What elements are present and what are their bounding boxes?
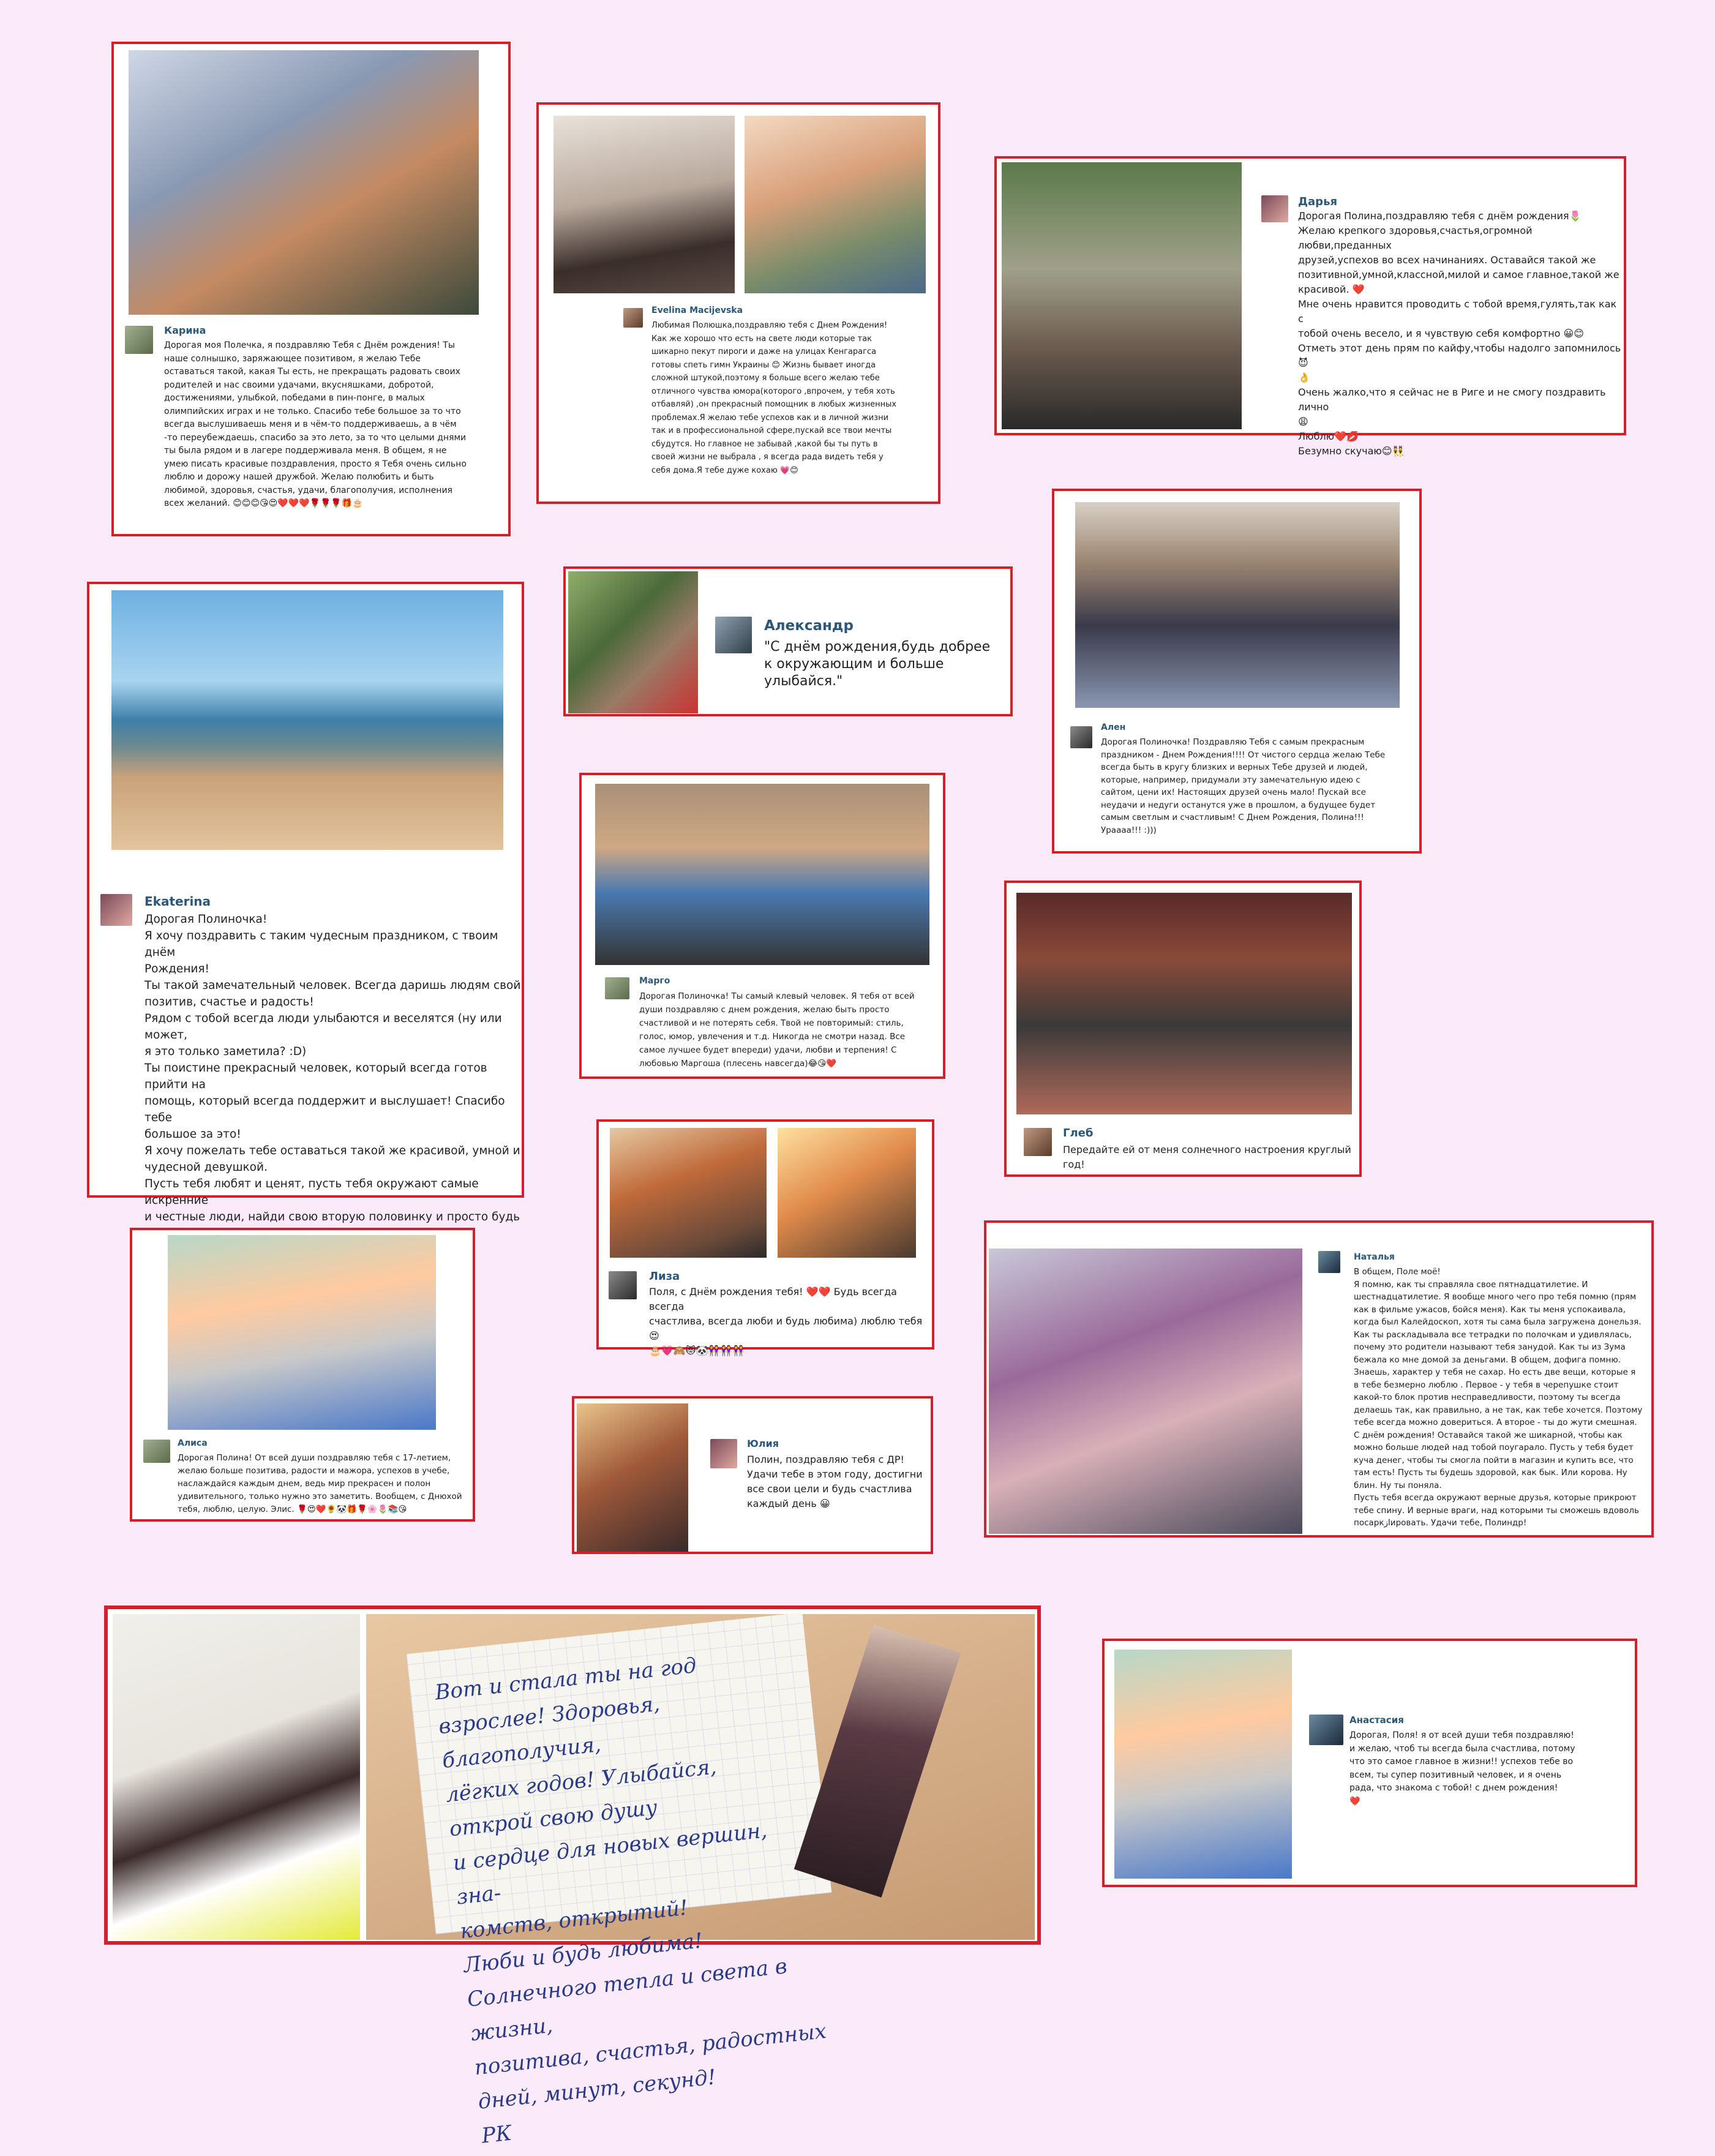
author-name[interactable]: Наталья [1354, 1252, 1395, 1262]
avatar [1318, 1251, 1340, 1273]
avatar [1070, 726, 1092, 748]
card-darya [994, 156, 1626, 457]
card-natalya [984, 1220, 1654, 1538]
message-text: "С днём рождения,будь добрее к окружающим и больше улыбайся." [764, 639, 991, 689]
card-gleb [1004, 881, 1362, 1177]
card-anastasia [1102, 1639, 1637, 1887]
card-photo [1114, 1650, 1292, 1879]
handwritten-text: Вот и стала ты на год взрослее! Здоровья, благополучия, лёгких годов! Улыбайся, открой свою душу и сердце для новых вершин, зна- комств, открытий! Люби и будь любима! Солнечного тепла и света в жизни, позитива, счастья, радостных дней, минут, секунд! РК [433, 1653, 828, 2149]
card-liza [596, 1119, 934, 1356]
card-evelina [536, 102, 940, 504]
author-name[interactable]: Evelina Macijevska [651, 306, 743, 315]
card-alisa [130, 1228, 475, 1522]
card-photo [1002, 162, 1242, 429]
avatar [143, 1440, 170, 1463]
author-name[interactable]: Дарья [1298, 195, 1338, 208]
message-text: Дорогая моя Полечка, я поздравляю Тебя с Днём рождения! Ты наше солнышко, заряжающее позитивом, я желаю Тебе оставаться такой, какая Ты есть, не прекращать радовать своих родителей и нас своими удачами, вкусняшками, добротой, достижениями, улыбкой, победами в пин-понге, в малых олимпийских играх и не только. Спасибо тебе большое за то что всегда выслушиваешь меня и в чём-то поддерживаешь, а в чём -то переубеждаешь, спасибо за это лето, за то что целыми днями ты была рядом и в лагере поддерживала меня. В общем, я не умею писать красивые поздравления, просто я Тебя очень сильно люблю и дорожу нашей дружбой. Желаю полюбить и быть любимой, здоровья, счастья, удачи, благополучия, исполнения всех желаний. 😊😊😊😘😍❤️❤️❤️🌹🌹🌹🎁🎂 [164, 340, 467, 508]
message-text: Дорогая Полина! От всей души поздравляю тебя с 17-летием, желаю больше позитива, радости и мажора, успехов в учебе, наслаждайся каждым днем, ведь мир прекрасен и полон удивительного, только нужно это заметить. Вообщем, с Днюхой тебя, люблю, целую. Элис. 🌹😍❤️🌻🐼🎁🌹🌸🌷📚😘 [178, 1453, 462, 1514]
author-name[interactable]: Александр [764, 618, 854, 634]
card-teacher-note [104, 1606, 1041, 2149]
author-name[interactable]: Ekaterina [144, 894, 211, 909]
card-yulia [572, 1396, 933, 1554]
card-photo [111, 590, 503, 850]
card-margo [579, 773, 945, 1079]
card-photo [1016, 893, 1352, 1114]
message-text: Дорогая Полиночка! Я хочу поздравить с таким чудесным праздником, с твоим днём Рождения! Ты такой замечательный человек. Всегда даришь людям свой позитив, счастье и радость! Рядом с тобой всегда люди улыбаются и веселятся (ну или может, я это только заметила? :D) Ты поистине прекрасный человек, который всегда готов прийти на помощь, который всегда поддержит и выслушает! Спасибо тебе большое за это! Я хочу пожелать тебе оставаться такой же красивой, умной и чудесной девушкой. Пусть тебя любят и ценят, пусть тебя окружают самые искренние и честные люди, найди свою вторую половинку и просто будь [144, 913, 521, 1223]
author-name[interactable]: Анастасия [1349, 1715, 1404, 1726]
card-photo [745, 116, 926, 293]
card-photo [577, 1403, 688, 1552]
message-text: Дорогая Полиночка! Поздравляю Тебя с самым прекрасным праздником - Днем Рождения!!!! От чистого сердца желаю Тебе всегда быть в кругу близких и верных Тебе друзей и людей, которые, например, придумали эту замечательную идею с сайтом, цени их! Настоящих друзей очень мало! Пускай все неудачи и недуги останутся уже в прошлом, а будущее будет самым светлым и счастливым! С Днем Рождения, Полина!!! Ураааа!!! :))) [1101, 737, 1386, 835]
card-photo [568, 571, 698, 713]
handwritten-note [407, 1612, 832, 2149]
card-photo [113, 1614, 360, 1940]
author-name[interactable]: Лиза [649, 1270, 680, 1283]
card-photo [168, 1235, 436, 1430]
avatar [1261, 195, 1288, 222]
author-name[interactable]: Карина [164, 325, 206, 336]
card-alen [1052, 489, 1422, 854]
avatar [609, 1271, 637, 1299]
avatar [1309, 1715, 1343, 1745]
message-text: В общем, Поле моё! Я помню, как ты справляла свое пятнадцатилетие. И шестнадцатилетие. Я вообще много чего про тебя помню (прям как в фильме ужасов, бойся меня). Как ты меня успокаивала, когда был Калейдоскоп, хотя ты сама была загружена донельзя. Как ты раскладывала все тетрадки по полочкам и удивлялась, почему это родители называют тебя занудой. Как ты из Зума бежала ко мне домой за деньгами. В общем, дофига помню. Знаешь, характер у тебя не сахар. Но есть две вещи, которые я в тебе безмерно люблю . Первое - у тебя в черепушке стоит какой-то блок против несправедливости, поэтому ты всегда делаешь так, как правильно, а не так, как тебе хочется. Поэтому тебе всегда можно довериться. А второе - ты до жути смешная. С днём рождения! Оставайся такой же шикарной, чтобы как можно больше людей над тобой поугарало. Пусть у тебя будет куча денег, чтобы ты смогла пойти в магазин и купить все, что там есть! Пусть ты будешь здоровой, как бык. Или корова. Ну блин. Ну ты поняла. Пусть тебя всегда окружают верные друзья, которые прикроют тебе спину. И верные враги, над которыми ты сможешь вдоволь посаркازировать. Удачи тебе, Полиндр! [1354, 1267, 1643, 1528]
card-photo [595, 784, 929, 965]
card-alexandr [563, 566, 1013, 716]
photo-strip [794, 1625, 961, 1898]
avatar [1024, 1128, 1052, 1156]
card-photo [554, 116, 735, 293]
author-name[interactable]: Ален [1101, 723, 1126, 732]
author-name[interactable]: Марго [639, 976, 670, 986]
avatar [605, 977, 629, 999]
avatar [125, 326, 153, 354]
avatar [715, 617, 752, 653]
message-text: Полин, поздравляю тебя с ДР! Удачи тебе в этом году, достигни все свои цели и будь счастлива каждый день 😀 [747, 1454, 923, 1509]
author-name[interactable]: Глеб [1063, 1127, 1094, 1140]
card-photo [778, 1128, 916, 1258]
avatar [100, 894, 132, 926]
avatar [710, 1439, 737, 1468]
card-photo [610, 1128, 767, 1258]
card-ekaterina [87, 582, 524, 1223]
card-photo [129, 50, 479, 315]
message-text: Дорогая, Поля! я от всей души тебя поздравляю! и желаю, чтоб ты всегда была счастлива, потому что это самое главное в жизни!! успехов тебе во всем, ты супер позитивный человек, и я очень рада, что знакома с тобой! с днем рождения! ❤️ [1349, 1730, 1575, 1806]
card-photo [366, 1614, 1035, 2149]
avatar [623, 308, 643, 328]
card-karina [111, 42, 511, 536]
message-text: Передайте ей от меня солнечного настроения круглый год! [1063, 1144, 1351, 1170]
message-text: Любимая Полюшка,поздравляю тебя с Днем Рождения! Как же хорошо что есть на свете люди которые так шикарно пекут пироги и даже на улицах Кенгарагса готовы спеть гимн Украины 😊 Жизнь бывает иногда сложной штукой,поэтому я больше всего желаю тебе отличного чувства юмора(которого ,впрочем, у тебя хоть отбавляй) ,он прекрасный помощник в любых жизненных проблемах.Я желаю тебе успехов как и в личной жизни так и в профессиональной сфере,пускай все твои мечты сбудутся. Но главное не забывай ,какой бы ты путь в своей жизни не выбрала , я всегда рада видеть тебя у себя дома.Я тебе дуже кохаю 💗😊 [651, 321, 897, 475]
card-photo [1075, 502, 1400, 708]
message-text: Поля, с Днём рождения тебя! ❤️❤️ Будь всегда всегда счастлива, всегда люби и будь любима) люблю тебя 😍 🎂💗🙈😻🐼👭👭👭 [649, 1286, 923, 1356]
author-name[interactable]: Юлия [747, 1438, 779, 1449]
author-name[interactable]: Алиса [178, 1438, 208, 1448]
message-text: Дорогая Полина,поздравляю тебя с днём рождения🌷 Желаю крепкого здоровья,счастья,огромной любви,преданных друзей,успехов во всех начинаниях. Оставайся такой же позитивной,умной,классной,милой и самое главное,такой же красивой. ❤️ Мне очень нравится проводить с тобой время,гулять,так как с тобой очень весело, и я чувствую себя комфортно 😀😊 Отметь этот день прям по кайфу,чтобы надолго запомнилось 😈 👌 Очень жалко,что я сейчас не в Риге и не смогу поздравить лично 😩 Люблю❤️💋 Безумно скучаю😊👯 [1298, 210, 1621, 457]
card-photo [989, 1249, 1302, 1534]
message-text: Дорогая Полиночка! Ты самый клевый человек. Я тебя от всей души поздравляю с днем рождения, желаю быть просто счастливой и не потерять себя. Твой не повторимый: стиль, голос, юмор, увлечения и т.д. Никогда не смотри назад. Все самое лучшее будет впереди) удачи, любви и терпения! С любовью Маргоша (плесень навсегда)😂😘❤️ [639, 991, 915, 1069]
